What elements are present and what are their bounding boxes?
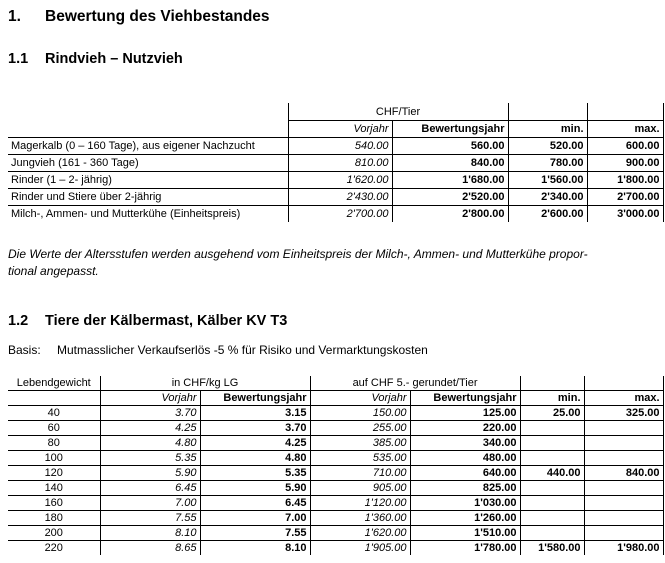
lebendgewicht-value: 200: [8, 526, 100, 541]
animal-category-label: Rinder (1 – 2- jährig): [8, 172, 288, 189]
tier-bewertungsjahr-value: 1'780.00: [410, 541, 520, 556]
lebendgewicht-value: 80: [8, 436, 100, 451]
table2-header-min: min.: [520, 391, 584, 406]
min-value: 2'600.00: [508, 206, 587, 223]
kg-vorjahr-value: 8.65: [100, 541, 200, 556]
table2-header-max: max.: [584, 391, 663, 406]
table-row: [8, 466, 663, 481]
table-row: [8, 189, 663, 206]
basis-text: Mutmasslicher Verkaufserlös -5 % für Risiko und Vermarktungskosten: [57, 343, 428, 357]
section-heading-1-2: [8, 313, 663, 329]
min-value: 440.00: [520, 466, 584, 481]
kg-bewertungsjahr-value: 3.70: [200, 421, 310, 436]
table2-header-kg-vorjahr: Vorjahr: [100, 391, 200, 406]
section-1-1-title: Rindvieh – Nutzvieh: [45, 51, 183, 67]
lebendgewicht-value: 100: [8, 451, 100, 466]
animal-category-label: Jungvieh (161 - 360 Tage): [8, 155, 288, 172]
table1-header-bewertungsjahr: Bewertungsjahr: [392, 121, 508, 138]
max-value: [584, 451, 663, 466]
bewertungsjahr-value: 1'680.00: [392, 172, 508, 189]
table-row: [8, 406, 663, 421]
animal-category-label: Milch-, Ammen- und Mutterkühe (Einheitspreis): [8, 206, 288, 223]
table2-group-header-row: [8, 376, 663, 391]
bewertungsjahr-value: 2'800.00: [392, 206, 508, 223]
tier-bewertungsjahr-value: 220.00: [410, 421, 520, 436]
min-value: 1'580.00: [520, 541, 584, 556]
kg-bewertungsjahr-value: 6.45: [200, 496, 310, 511]
max-value: 600.00: [587, 138, 663, 155]
rindvieh-nutzvieh-table: [8, 103, 664, 222]
table-row: [8, 206, 663, 223]
tier-vorjahr-value: 535.00: [310, 451, 410, 466]
table-row: [8, 496, 663, 511]
kg-bewertungsjahr-value: 7.00: [200, 511, 310, 526]
max-value: 3'000.00: [587, 206, 663, 223]
lebendgewicht-value: 60: [8, 421, 100, 436]
note-line-2: tional angepasst.: [8, 264, 99, 278]
bewertungsjahr-value: 560.00: [392, 138, 508, 155]
note-line-1: Die Werte der Altersstufen werden ausgehend vom Einheitspreis der Milch-, Ammen- und Mutterkühe propor-: [8, 247, 588, 261]
lebendgewicht-value: 220: [8, 541, 100, 556]
tier-vorjahr-value: 905.00: [310, 481, 410, 496]
kg-vorjahr-value: 3.70: [100, 406, 200, 421]
kg-vorjahr-value: 5.90: [100, 466, 200, 481]
min-value: [520, 421, 584, 436]
max-value: 840.00: [584, 466, 663, 481]
table2-empty-header-cell: [520, 376, 584, 391]
document-title: [8, 8, 663, 26]
kg-vorjahr-value: 7.55: [100, 511, 200, 526]
table2-group-header-chf-tier: auf CHF 5.- gerundet/Tier: [310, 376, 520, 391]
kg-vorjahr-value: 6.45: [100, 481, 200, 496]
max-value: 1'800.00: [587, 172, 663, 189]
document-title-number: 1.: [8, 8, 21, 25]
max-value: 1'980.00: [584, 541, 663, 556]
lebendgewicht-value: 140: [8, 481, 100, 496]
tier-vorjahr-value: 1'120.00: [310, 496, 410, 511]
basis-line: [8, 343, 663, 357]
table1-header-min: min.: [508, 121, 587, 138]
table-row: [8, 436, 663, 451]
kg-vorjahr-value: 7.00: [100, 496, 200, 511]
table2-column-header-row: [8, 391, 663, 406]
min-value: 25.00: [520, 406, 584, 421]
vorjahr-value: 540.00: [288, 138, 392, 155]
kaelbermast-table: [8, 376, 664, 555]
document-title-text: Bewertung des Viehbestandes: [45, 8, 270, 25]
proportional-note: [8, 246, 663, 280]
tier-vorjahr-value: 1'620.00: [310, 526, 410, 541]
bewertungsjahr-value: 2'520.00: [392, 189, 508, 206]
basis-label: Basis:: [8, 343, 41, 357]
kg-vorjahr-value: 4.25: [100, 421, 200, 436]
kg-bewertungsjahr-value: 5.35: [200, 466, 310, 481]
vorjahr-value: 2'700.00: [288, 206, 392, 223]
table-row: [8, 155, 663, 172]
vorjahr-value: 1'620.00: [288, 172, 392, 189]
kg-bewertungsjahr-value: 3.15: [200, 406, 310, 421]
max-value: 325.00: [584, 406, 663, 421]
table2-empty-header-cell: [584, 376, 663, 391]
section-1-1-number: 1.1: [8, 51, 29, 67]
min-value: [520, 526, 584, 541]
table2-header-tier-vorjahr: Vorjahr: [310, 391, 410, 406]
kg-vorjahr-value: 8.10: [100, 526, 200, 541]
animal-category-label: Magerkalb (0 – 160 Tage), aus eigener Nachzucht: [8, 138, 288, 155]
animal-category-label: Rinder und Stiere über 2-jährig: [8, 189, 288, 206]
vorjahr-value: 810.00: [288, 155, 392, 172]
table-row: [8, 511, 663, 526]
table-row: [8, 451, 663, 466]
kg-vorjahr-value: 5.35: [100, 451, 200, 466]
min-value: 780.00: [508, 155, 587, 172]
table-row: [8, 172, 663, 189]
kg-bewertungsjahr-value: 7.55: [200, 526, 310, 541]
table-row: [8, 481, 663, 496]
vorjahr-value: 2'430.00: [288, 189, 392, 206]
tier-bewertungsjahr-value: 1'260.00: [410, 511, 520, 526]
lebendgewicht-value: 40: [8, 406, 100, 421]
table-row: [8, 526, 663, 541]
table-row: [8, 541, 663, 556]
section-1-2-number: 1.2: [8, 313, 29, 329]
table2-group-header-chf-kg: in CHF/kg LG: [100, 376, 310, 391]
section-heading-1-1: [8, 51, 663, 67]
table-row: [8, 421, 663, 436]
min-value: 520.00: [508, 138, 587, 155]
tier-bewertungsjahr-value: 125.00: [410, 406, 520, 421]
tier-vorjahr-value: 150.00: [310, 406, 410, 421]
table1-label-header-cell: [8, 121, 288, 138]
kg-vorjahr-value: 4.80: [100, 436, 200, 451]
table1-column-header-row: [8, 121, 663, 138]
max-value: 2'700.00: [587, 189, 663, 206]
tier-vorjahr-value: 1'360.00: [310, 511, 410, 526]
lebendgewicht-value: 180: [8, 511, 100, 526]
max-value: [584, 496, 663, 511]
tier-bewertungsjahr-value: 640.00: [410, 466, 520, 481]
table1-group-header-row: [8, 103, 663, 121]
tier-bewertungsjahr-value: 1'510.00: [410, 526, 520, 541]
table2-header-kg-bewertungsjahr: Bewertungsjahr: [200, 391, 310, 406]
table1-empty-header-cell: [587, 103, 663, 121]
min-value: 2'340.00: [508, 189, 587, 206]
tier-bewertungsjahr-value: 1'030.00: [410, 496, 520, 511]
max-value: [584, 421, 663, 436]
table-row: [8, 138, 663, 155]
max-value: [584, 526, 663, 541]
lebendgewicht-value: 120: [8, 466, 100, 481]
table2-header-lebendgewicht: Lebendgewicht: [8, 376, 100, 391]
kg-bewertungsjahr-value: 4.80: [200, 451, 310, 466]
tier-vorjahr-value: 1'905.00: [310, 541, 410, 556]
bewertungsjahr-value: 840.00: [392, 155, 508, 172]
min-value: [520, 481, 584, 496]
tier-bewertungsjahr-value: 480.00: [410, 451, 520, 466]
table1-header-vorjahr: Vorjahr: [288, 121, 392, 138]
min-value: 1'560.00: [508, 172, 587, 189]
min-value: [520, 451, 584, 466]
kg-bewertungsjahr-value: 5.90: [200, 481, 310, 496]
section-1-2-title: Tiere der Kälbermast, Kälber KV T3: [45, 313, 288, 329]
table2-empty-subheader-cell: [8, 391, 100, 406]
max-value: [584, 436, 663, 451]
table1-header-max: max.: [587, 121, 663, 138]
tier-bewertungsjahr-value: 340.00: [410, 436, 520, 451]
kg-bewertungsjahr-value: 8.10: [200, 541, 310, 556]
tier-vorjahr-value: 710.00: [310, 466, 410, 481]
tier-bewertungsjahr-value: 825.00: [410, 481, 520, 496]
min-value: [520, 496, 584, 511]
min-value: [520, 511, 584, 526]
table2-header-tier-bewertungsjahr: Bewertungsjahr: [410, 391, 520, 406]
min-value: [520, 436, 584, 451]
tier-vorjahr-value: 255.00: [310, 421, 410, 436]
tier-vorjahr-value: 385.00: [310, 436, 410, 451]
max-value: [584, 481, 663, 496]
kg-bewertungsjahr-value: 4.25: [200, 436, 310, 451]
lebendgewicht-value: 160: [8, 496, 100, 511]
table1-group-header-chf-tier: CHF/Tier: [288, 103, 508, 121]
max-value: 900.00: [587, 155, 663, 172]
max-value: [584, 511, 663, 526]
table1-empty-header-cell: [508, 103, 587, 121]
table1-corner-cell: [8, 103, 288, 121]
